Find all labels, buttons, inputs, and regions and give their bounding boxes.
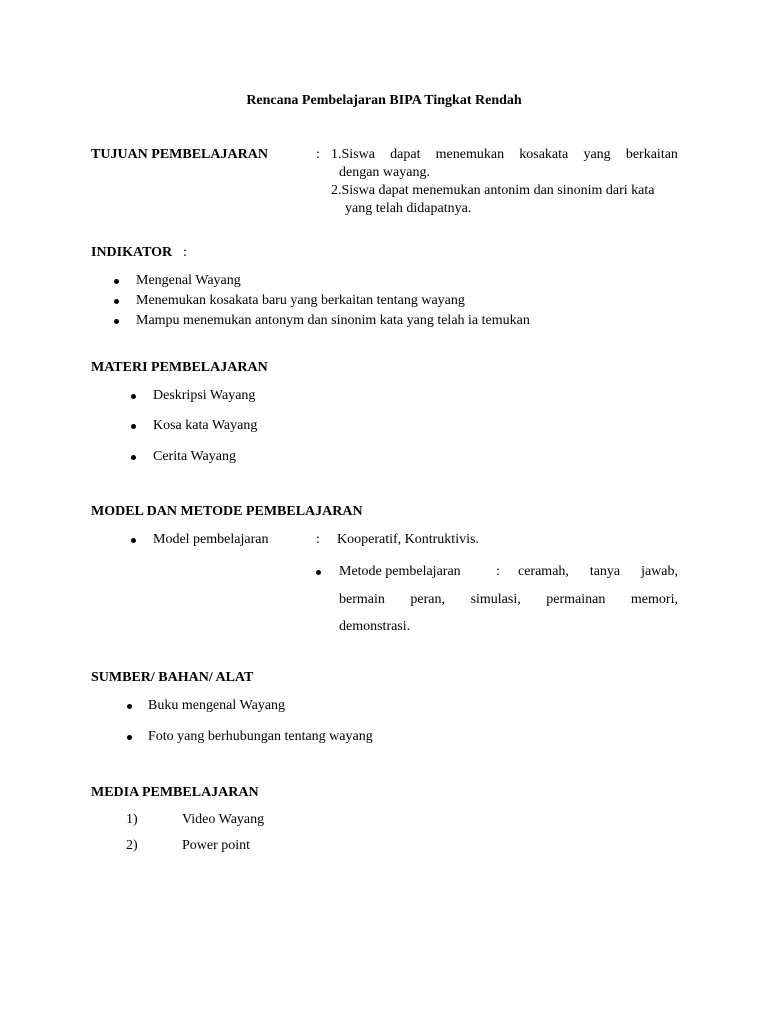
indikator-colon: : bbox=[183, 245, 187, 260]
media-item-text: Power point bbox=[182, 838, 251, 853]
bullet-icon bbox=[131, 424, 136, 429]
word: 1.Siswa bbox=[331, 147, 375, 162]
tujuan-item1-line1 bbox=[331, 147, 678, 163]
word: permainan bbox=[546, 592, 606, 607]
bullet-icon bbox=[316, 570, 321, 575]
tujuan-heading: TUJUAN PEMBELAJARAN bbox=[91, 147, 268, 162]
sumber-item: Buku mengenal Wayang bbox=[148, 698, 286, 713]
media-item-text: Video Wayang bbox=[182, 812, 265, 827]
tujuan-item2-line2: yang telah didapatnya. bbox=[345, 201, 472, 216]
word: ceramah, bbox=[518, 564, 569, 579]
bullet-icon bbox=[131, 538, 136, 543]
model-heading: MODEL DAN METODE PEMBELAJARAN bbox=[91, 504, 363, 519]
metode-line1 bbox=[518, 564, 678, 580]
word: menemukan bbox=[435, 147, 505, 162]
model-label: Model pembelajaran bbox=[153, 532, 269, 547]
model-colon: : bbox=[316, 532, 320, 547]
word: dapat bbox=[390, 147, 421, 162]
word: berkaitan bbox=[625, 147, 678, 162]
word: tanya bbox=[589, 564, 621, 579]
word: memori, bbox=[630, 592, 678, 607]
bullet-icon bbox=[114, 319, 119, 324]
indikator-heading: INDIKATOR bbox=[91, 245, 173, 260]
word: kosakata bbox=[519, 147, 569, 162]
bullet-icon bbox=[114, 279, 119, 284]
word: bermain bbox=[339, 592, 385, 607]
materi-heading: MATERI PEMBELAJARAN bbox=[91, 360, 268, 375]
word: jawab, bbox=[641, 564, 678, 579]
media-item-number: 1) bbox=[126, 812, 138, 827]
media-heading: MEDIA PEMBELAJARAN bbox=[91, 785, 259, 800]
bullet-icon bbox=[127, 735, 132, 740]
sumber-item: Foto yang berhubungan tentang wayang bbox=[148, 729, 373, 744]
materi-item: Deskripsi Wayang bbox=[153, 388, 256, 403]
indikator-item: Mampu menemukan antonym dan sinonim kata yang telah ia temukan bbox=[136, 313, 530, 328]
word: peran, bbox=[410, 592, 446, 607]
indikator-item: Menemukan kosakata baru yang berkaitan tentang wayang bbox=[136, 293, 465, 308]
bullet-icon bbox=[127, 704, 132, 709]
word: simulasi, bbox=[470, 592, 521, 607]
model-value: Kooperatif, Kontruktivis. bbox=[337, 532, 479, 547]
media-item-number: 2) bbox=[126, 838, 138, 853]
indikator-item: Mengenal Wayang bbox=[136, 273, 241, 288]
document-title: Rencana Pembelajaran BIPA Tingkat Rendah bbox=[246, 93, 522, 108]
bullet-icon bbox=[114, 299, 119, 304]
metode-line3: demonstrasi. bbox=[339, 619, 411, 634]
metode-line2 bbox=[339, 592, 678, 608]
metode-colon: : bbox=[496, 564, 500, 579]
bullet-icon bbox=[131, 455, 136, 460]
tujuan-item2-line1: 2.Siswa dapat menemukan antonim dan sinonim dari kata bbox=[331, 183, 655, 198]
tujuan-colon: : bbox=[316, 147, 320, 162]
materi-item: Cerita Wayang bbox=[153, 449, 236, 464]
materi-item: Kosa kata Wayang bbox=[153, 418, 258, 433]
metode-label: Metode pembelajaran bbox=[339, 564, 461, 579]
bullet-icon bbox=[131, 394, 136, 399]
tujuan-item1-line2: dengan wayang. bbox=[339, 165, 430, 180]
sumber-heading: SUMBER/ BAHAN/ ALAT bbox=[91, 670, 254, 685]
word: yang bbox=[583, 147, 611, 162]
